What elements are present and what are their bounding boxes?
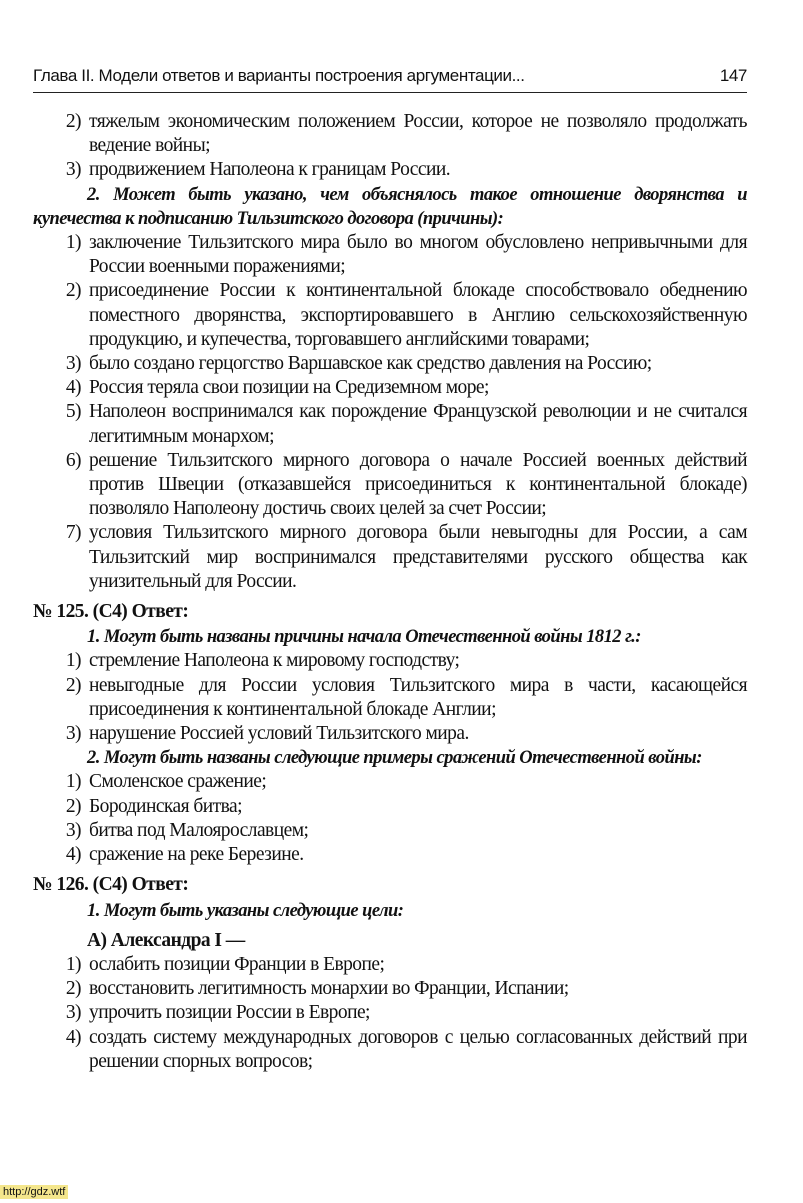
- list-item-number: 1): [65, 771, 81, 793]
- page-number: 147: [719, 66, 747, 85]
- list-item-number: 1): [65, 953, 81, 975]
- list-item-number: 2): [65, 978, 81, 1000]
- list-item-number: 3): [65, 723, 81, 745]
- list-item: [33, 400, 747, 448]
- q125-part2-intro: 2. Могут быть названы следующие примеры сражений Отечественной войны:: [87, 748, 702, 769]
- list-item-number: 2): [65, 111, 81, 132]
- list-item: [33, 795, 747, 819]
- reasons-intro: 2. Может быть указано, чем объяснялось такое отношение дворянства и купечества к подписанию Тильзитского договора (причины):: [33, 184, 747, 229]
- list-item-number: 5): [65, 401, 81, 423]
- list-item-text: Смоленское сражение;: [89, 771, 267, 793]
- list-item: [33, 158, 747, 182]
- top-list: [33, 110, 747, 183]
- q126-goals-list: [33, 953, 747, 1074]
- list-item-text: присоединение России к континентальной блокаде способствовало обеднению поместного дворянства, экспортировавшего в Англию сельскохозяйственную продукцию, и купечества, торговавшего английскими товарами;: [89, 280, 747, 350]
- list-item-text: продвижением Наполеона к границам России.: [89, 159, 451, 181]
- list-item-text: Бородинская битва;: [89, 795, 243, 817]
- list-item-number: 4): [65, 1026, 81, 1048]
- list-item-number: 4): [65, 377, 81, 399]
- list-item-text: было создано герцогство Варшавское как средство давления на Россию;: [89, 353, 652, 375]
- list-item: [33, 819, 747, 843]
- list-item-text: невыгодные для России условия Тильзитского мира в части, касающейся присоединения к континентальной блокаде Англии;: [89, 674, 747, 720]
- list-item: [33, 843, 747, 867]
- list-item: [33, 649, 747, 673]
- list-item-text: заключение Тильзитского мира было во многом обусловлено непривычными для России военными поражениями;: [89, 232, 747, 278]
- list-item-number: 3): [65, 1002, 81, 1024]
- list-item-number: 1): [65, 232, 81, 254]
- list-item-number: 3): [65, 159, 81, 181]
- list-item-number: 2): [65, 795, 81, 817]
- list-item: [33, 1001, 747, 1025]
- list-item: [33, 674, 747, 722]
- list-item-text: создать систему международных договоров с целью согласованных действий при решении спорных вопросов;: [89, 1026, 747, 1072]
- list-item-text: стремление Наполеона к мировому господству;: [89, 650, 460, 672]
- question-126-heading: № 126. (С4) Ответ:: [33, 874, 189, 896]
- list-item-text: нарушение Россией условий Тильзитского мира.: [89, 723, 469, 745]
- q125-part1-intro: 1. Могут быть названы причины начала Отечественной войны 1812 г.:: [87, 627, 641, 648]
- q125-causes-list: [33, 649, 747, 746]
- page-content: [33, 110, 747, 1074]
- list-item: [33, 279, 747, 352]
- running-header: [33, 66, 747, 93]
- question-125-heading: № 125. (С4) Ответ:: [33, 601, 189, 623]
- list-item-text: Наполеон воспринимался как порождение Французской революции и не считался легитимным монархом;: [89, 401, 747, 447]
- list-item-text: битва под Малоярославцем;: [89, 819, 309, 841]
- list-item-number: 1): [65, 650, 81, 672]
- list-item: [33, 352, 747, 376]
- list-item: [33, 770, 747, 794]
- list-item-text: упрочить позиции России в Европе;: [89, 1002, 370, 1024]
- list-item-number: 2): [65, 674, 81, 696]
- list-item-text: ослабить позиции Франции в Европе;: [89, 953, 385, 975]
- list-item-text: сражение на реке Березине.: [89, 844, 304, 866]
- list-item-number: 2): [65, 280, 81, 302]
- list-item-number: 3): [65, 819, 81, 841]
- list-item: [33, 722, 747, 746]
- list-item: [33, 953, 747, 977]
- list-item: [33, 231, 747, 279]
- watermark-link[interactable]: http://gdz.wtf: [0, 1185, 68, 1199]
- q125-battles-list: [33, 770, 747, 867]
- list-item-text: Россия теряла свои позиции на Средиземном море;: [89, 377, 489, 399]
- reasons-list: [33, 231, 747, 594]
- list-item-number: 6): [65, 449, 81, 471]
- list-item-text: тяжелым экономическим положением России, которое не позволяло продолжать ведение войны;: [89, 111, 747, 157]
- list-item: [33, 110, 747, 158]
- list-item-text: восстановить легитимность монархии во Франции, Испании;: [89, 978, 569, 1000]
- list-item-number: 4): [65, 844, 81, 866]
- list-item-text: условия Тильзитского мирного договора были невыгодны для России, а сам Тильзитский мир воспринимался представителями русского общества как унизительный для России.: [89, 522, 747, 592]
- list-item-text: решение Тильзитского мирного договора о начале Россией военных действий против Швеции (отказавшейся присоединиться к континентальной блокаде) позволяло Наполеону достичь своих целей за счет России;: [89, 449, 747, 520]
- q126-part1-intro: 1. Могут быть указаны следующие цели:: [87, 900, 404, 921]
- list-item: [33, 977, 747, 1001]
- list-item: [33, 521, 747, 594]
- list-item: [33, 376, 747, 400]
- list-item: [33, 1026, 747, 1074]
- list-item-number: 3): [65, 353, 81, 375]
- list-item: [33, 449, 747, 522]
- chapter-title: Глава II. Модели ответов и варианты построения аргументации...: [33, 66, 525, 85]
- q126-subheading: А) Александра I —: [87, 929, 245, 951]
- list-item-number: 7): [65, 522, 81, 544]
